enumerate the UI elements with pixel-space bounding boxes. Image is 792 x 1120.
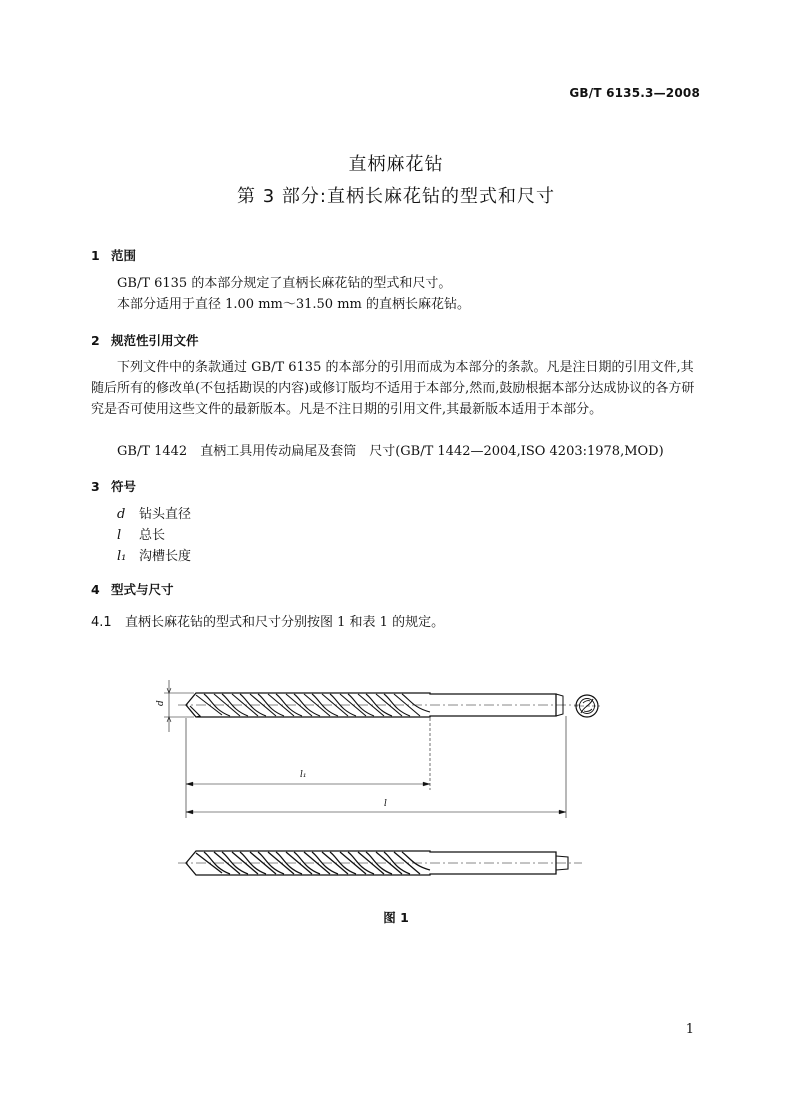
symbol-description: 总长 <box>139 528 166 543</box>
symbol: l₁ <box>117 549 127 564</box>
section-number: 1 <box>91 248 100 263</box>
symbol-description: 沟槽长度 <box>139 549 192 564</box>
symbol-row <box>117 547 191 567</box>
normative-reference: GB/T 1442 直柄工具用传动扁尾及套筒 尺寸(GB/T 1442—2004,ISO 4203:1978,MOD) <box>117 444 664 459</box>
clause-text: 直柄长麻花钻的型式和尺寸分别按图 1 和表 1 的规定。 <box>125 615 445 630</box>
section-number: 2 <box>91 333 100 348</box>
section-2-heading <box>91 331 199 349</box>
twist-drill-figure <box>0 660 792 890</box>
symbol-description: 钻头直径 <box>139 507 192 522</box>
section-4-heading <box>91 580 174 598</box>
section-2-paragraph: 下列文件中的条款通过 GB/T 6135 的本部分的引用而成为本部分的条款。凡是注日期的引用文件,其随后所有的修改单(不包括勘误的内容)或修订版均不适用于本部分,然而,鼓励根据本部分达成协议的各方研究是否可使用这些文件的最新版本。凡是不注日期的引用文件,其最新版本适用于本部分。 <box>91 360 695 417</box>
symbol: l <box>117 528 122 543</box>
clause-number: 4.1 <box>91 615 112 630</box>
section-1-heading <box>91 246 136 264</box>
document-subtitle: 第 3 部分:直柄长麻花钻的型式和尺寸 <box>237 186 555 207</box>
page-number: 1 <box>685 1022 694 1037</box>
figure-caption: 图 1 <box>383 910 409 925</box>
section-1-paragraph-2: 本部分适用于直径 1.00 mm～31.50 mm 的直柄长麻花钻。 <box>117 297 470 312</box>
section-title: 符号 <box>111 479 137 494</box>
dimension-label-l1: l₁ <box>300 770 307 780</box>
section-number: 4 <box>91 582 100 597</box>
section-title: 范围 <box>111 248 137 263</box>
dimension-label-l: l <box>384 799 387 809</box>
clause-4-1 <box>91 611 444 630</box>
section-number: 3 <box>91 479 100 494</box>
document-title: 直柄麻花钻 <box>348 154 444 175</box>
standard-number: GB/T 6135.3—2008 <box>569 86 700 100</box>
dimension-label-d: d <box>156 700 166 706</box>
section-title: 规范性引用文件 <box>111 333 199 348</box>
section-1-paragraph-1: GB/T 6135 的本部分规定了直柄长麻花钻的型式和尺寸。 <box>117 276 452 291</box>
symbol-row <box>117 505 191 525</box>
section-3-heading <box>91 477 136 495</box>
symbol: d <box>117 507 126 522</box>
section-title: 型式与尺寸 <box>111 582 174 597</box>
symbol-row <box>117 526 165 546</box>
